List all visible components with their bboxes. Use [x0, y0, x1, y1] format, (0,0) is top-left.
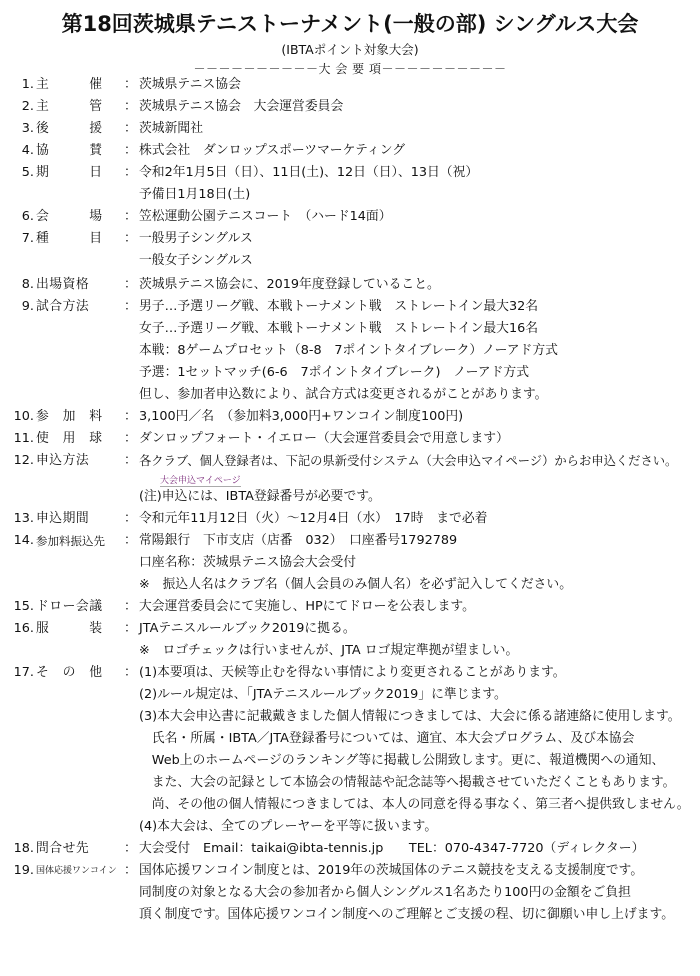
item-continuation: (3)本大会申込書に記載戴きました個人情報につきましては、大会に係る諸連絡に使用します。	[139, 709, 681, 724]
item-label: 主 管	[36, 99, 103, 114]
item-row: 12. 申込方法 ： 各クラブ、個人登録者は、下記の県新受付システム（大会申込マイページ）からお申込ください。	[0, 450, 700, 472]
item-text: 男子…予選リーグ戦、本戦トーナメント戦 ストレートイン最大32名	[139, 299, 539, 314]
item-label: 後 援	[36, 121, 103, 136]
item-continuation: Web上のホームページのランキング等に掲載し公開致します。更に、報道機関への通知、	[139, 753, 665, 768]
item-text: 一般男子シングルス	[139, 231, 253, 246]
item-row: 18. 問合せ先 ： 大会受付 Email：taikai@ibta-tennis.jp TEL：070-4347-7720（ディレクター）	[0, 838, 700, 860]
item-continuation: 氏名・所属・IBTA／JTA登録番号については、適宜、本大会プログラム、及び本協会	[139, 731, 635, 746]
item-continuation: (2)ルール規定は、「JTAテニスルールブック2019」に準じます。	[139, 687, 507, 702]
item-continuation: 口座名称：茨城県テニス協会大会受付	[139, 555, 357, 570]
item-row: 14. 参加料振込先 ： 常陽銀行 下市支店（店番 032） 口座番号1792789	[0, 530, 700, 552]
item-row: 2. 主 管 ： 茨城県テニス協会 大会運営委員会	[0, 96, 700, 118]
item-continuation: 女子…予選リーグ戦、本戦トーナメント戦 ストレートイン最大16名	[139, 321, 539, 336]
item-text: (1)本要項は、天候等止むを得ない事情により変更されることがあります。	[139, 665, 566, 680]
item-label: 期 日	[36, 165, 103, 180]
item-text: 株式会社 ダンロップスポーツマーケティング	[139, 143, 406, 158]
item-row: 3. 後 援 ： 茨城新聞社	[0, 118, 700, 140]
item-continuation: 尚、その他の個人情報につきましては、本人の同意を得る事なく、第三者へ提供致しません。	[139, 797, 690, 812]
item-continuation: 予選：1セットマッチ(6-6 7ポイントタイブレーク) ノーアド方式	[139, 365, 529, 380]
section-separator: －－－－－－－－－－大 会 要 項－－－－－－－－－－	[193, 62, 507, 76]
item-row: 15. ドロー会議 ： 大会運営委員会にて実施し、HPにてドローを公表します。	[0, 596, 700, 618]
item-continuation: 一般女子シングルス	[139, 253, 253, 268]
item-label: 会 場	[36, 209, 103, 224]
item-row: 6. 会 場 ： 笠松運動公園テニスコート （ハード14面）	[0, 206, 700, 228]
item-row: 16. 服 装 ： JTAテニスルールブック2019に拠る。	[0, 618, 700, 640]
item-label: 服 装	[36, 621, 103, 636]
mypage-link[interactable]: 大会申込マイページ	[160, 476, 241, 486]
item-text: 3,100円／名 （参加料3,000円+ワンコイン制度100円)	[139, 409, 464, 424]
item-label: 参 加 料	[36, 409, 103, 424]
item-text: 国体応援ワンコイン制度とは、2019年の茨城国体のテニス競技を支える支援制度です。	[139, 863, 644, 878]
item-label: ドロー会議	[36, 599, 103, 614]
item-label: 協 賛	[36, 143, 103, 158]
item-text: 令和2年1月5日（日）、11日(土)、12日（日）、13日（祝）	[139, 165, 479, 180]
item-text: 各クラブ、個人登録者は、下記の県新受付システム（大会申込マイページ）からお申込ください。	[139, 454, 678, 468]
item-row: 4. 協 賛 ： 株式会社 ダンロップスポーツマーケティング	[0, 140, 700, 162]
item-text: 大会受付 Email：taikai@ibta-tennis.jp TEL：070-4347-7720（ディレクター）	[139, 841, 645, 856]
item-label: 種 目	[36, 231, 103, 246]
item-label: そ の 他	[36, 665, 103, 680]
item-row: 13. 申込期間 ： 令和元年11月12日（火）～12月4日（水） 17時 まで必着	[0, 508, 700, 530]
item-label: 試合方法	[36, 299, 90, 314]
item-text: ダンロップフォート・イエロー（大会運営委員会で用意します）	[139, 431, 509, 446]
item-continuation: ※ 振込人名はクラブ名（個人会員のみ個人名）を必ず記入してください。	[139, 577, 573, 592]
item-continuation: 本戦：8ゲームプロセット（8-8 7ポイントタイブレーク）ノーアド方式	[139, 343, 558, 358]
item-text: 茨城県テニス協会 大会運営委員会	[139, 99, 344, 114]
item-row: 1. 主 催 ： 茨城県テニス協会	[0, 74, 700, 96]
item-continuation: (注)申込には、IBTA登録番号が必要です。	[139, 489, 381, 504]
item-label: 申込期間	[36, 511, 90, 526]
item-continuation: 頂く制度です。国体応援ワンコイン制度へのご理解とご支援の程、切に御願い申し上げます。	[139, 907, 675, 922]
item-text: JTAテニスルールブック2019に拠る。	[139, 621, 356, 636]
item-row: 8. 出場資格 ： 茨城県テニス協会に、2019年度登録していること。	[0, 274, 700, 296]
item-continuation: ※ ロゴチェックは行いませんが、JTA ロゴ規定準拠が望ましい。	[139, 643, 519, 658]
page-subtitle: (IBTAポイント対象大会)	[281, 42, 419, 57]
item-row: 5. 期 日 ： 令和2年1月5日（日）、11日(土)、12日（日）、13日（祝）	[0, 162, 700, 184]
item-label: 申込方法	[36, 453, 90, 468]
item-label: 主 催	[36, 77, 103, 92]
item-row: 10. 参 加 料 ： 3,100円／名 （参加料3,000円+ワンコイン制度100円)	[0, 406, 700, 428]
item-label: 参加料振込先	[36, 534, 105, 548]
item-continuation: 予備日1月18日(土)	[139, 187, 251, 202]
item-continuation: 同制度の対象となる大会の参加者から個人シングルス1名あたり100円の金額をご負担	[139, 885, 631, 900]
item-text: 大会運営委員会にて実施し、HPにてドローを公表します。	[139, 599, 475, 614]
item-row: 19. 国体応援ワンコイン ： 国体応援ワンコイン制度とは、2019年の茨城国体のテニス競技を支える支援制度です。	[0, 860, 700, 882]
item-label: 問合せ先	[36, 841, 90, 856]
item-text: 茨城県テニス協会	[139, 77, 241, 92]
item-row: 7. 種 目 ： 一般男子シングルス	[0, 228, 700, 250]
item-text: 令和元年11月12日（火）～12月4日（水） 17時 まで必着	[139, 511, 488, 526]
item-row: 17. そ の 他 ： (1)本要項は、天候等止むを得ない事情により変更されることがあります。	[0, 662, 700, 684]
item-label: 使 用 球	[36, 431, 103, 446]
item-label: 国体応援ワンコイン	[36, 866, 117, 876]
item-label: 出場資格	[36, 277, 90, 292]
item-row: 9. 試合方法 ： 男子…予選リーグ戦、本戦トーナメント戦 ストレートイン最大32名	[0, 296, 700, 318]
item-text: 笠松運動公園テニスコート （ハード14面）	[139, 209, 392, 224]
page-title: 第18回茨城県テニストーナメント(一般の部) シングルス大会	[61, 12, 639, 36]
item-text: 茨城県テニス協会に、2019年度登録していること。	[139, 277, 440, 292]
item-row: 11. 使 用 球 ： ダンロップフォート・イエロー（大会運営委員会で用意します）	[0, 428, 700, 450]
item-continuation: 但し、参加者申込数により、試合方式は変更されるがことがあります。	[139, 387, 548, 402]
item-continuation: また、大会の記録として本協会の情報誌や記念誌等へ掲載させていただくこともあります。	[139, 775, 676, 790]
item-text: 常陽銀行 下市支店（店番 032） 口座番号1792789	[139, 533, 458, 548]
item-continuation: (4)本大会は、全てのプレーヤーを平等に扱います。	[139, 819, 438, 834]
item-text: 茨城新聞社	[139, 121, 203, 136]
